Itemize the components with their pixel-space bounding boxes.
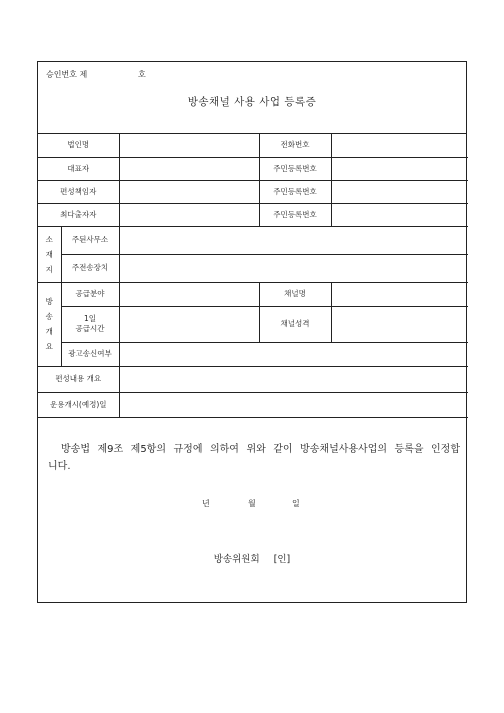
program-content-value xyxy=(119,366,468,392)
document-title: 방송채널 사용 사업 등록증 xyxy=(187,96,317,108)
date-year: 년 xyxy=(202,499,210,508)
program-content-label: 편성내용 개요 xyxy=(38,366,119,392)
location-label: 소 재 지 xyxy=(38,226,61,282)
table-row xyxy=(38,306,468,342)
approval-number-suffix: 호 xyxy=(138,70,146,79)
table-row xyxy=(38,203,468,226)
form-header xyxy=(38,62,466,134)
phone-value xyxy=(331,134,468,157)
channel-name-value xyxy=(331,282,468,306)
table-row xyxy=(38,254,468,282)
registration-certificate-form xyxy=(37,61,467,603)
rrn-investor-label: 주민등록번호 xyxy=(259,203,331,226)
broadcast-overview-label: 방 송 개 요 xyxy=(38,282,61,366)
main-office-label: 주된사무소 xyxy=(61,226,119,254)
channel-nature-value xyxy=(331,306,468,342)
channel-nature-label: 채널성격 xyxy=(259,306,331,342)
rrn-representative-label: 주민등록번호 xyxy=(259,157,331,180)
investor-value xyxy=(119,203,259,226)
table-row xyxy=(38,392,468,417)
table-row xyxy=(38,134,468,157)
rrn-editor-label: 주민등록번호 xyxy=(259,180,331,203)
operation-start-label: 운용개시(예정)일 xyxy=(38,392,119,417)
main-transmitter-label: 주전송장치 xyxy=(61,254,119,282)
issuer-seal: [인] xyxy=(273,554,291,565)
editor-value xyxy=(119,180,259,203)
issuer-name: 방송위원회 xyxy=(213,554,260,565)
table-row xyxy=(38,226,468,254)
table-row xyxy=(38,342,468,366)
phone-label: 전화번호 xyxy=(259,134,331,157)
table-row xyxy=(38,282,468,306)
approval-number-label: 승인번호 제 xyxy=(46,70,88,79)
registration-table xyxy=(38,134,468,418)
daily-supply-time-value xyxy=(119,306,259,342)
supply-field-value xyxy=(119,282,259,306)
date-month: 월 xyxy=(248,499,256,508)
supply-field-label: 공급분야 xyxy=(61,282,119,306)
operation-start-value xyxy=(119,392,468,417)
rrn-editor-value xyxy=(331,180,468,203)
representative-value xyxy=(119,157,259,180)
approval-number xyxy=(46,69,146,80)
main-office-value xyxy=(119,226,468,254)
ad-transmission-label: 광고송신여부 xyxy=(61,342,119,366)
main-transmitter-value xyxy=(119,254,468,282)
table-row xyxy=(38,157,468,180)
corp-name-label: 법인명 xyxy=(38,134,119,157)
rrn-representative-value xyxy=(331,157,468,180)
date-day: 일 xyxy=(292,499,300,508)
corp-name-value xyxy=(119,134,259,157)
investor-label: 최다출자자 xyxy=(38,203,119,226)
table-row xyxy=(38,180,468,203)
table-row xyxy=(38,366,468,392)
rrn-investor-value xyxy=(331,203,468,226)
representative-label: 대표자 xyxy=(38,157,119,180)
daily-supply-time-label: 1일 공급시간 xyxy=(61,306,119,342)
channel-name-label: 채널명 xyxy=(259,282,331,306)
ad-transmission-value xyxy=(119,342,468,366)
editor-label: 편성책임자 xyxy=(38,180,119,203)
declaration-text: 방송법 제9조 제5항의 규정에 의하여 위와 같이 방송채널사용사업의 등록을 인정합니다. xyxy=(48,444,460,472)
issuer xyxy=(38,551,466,565)
